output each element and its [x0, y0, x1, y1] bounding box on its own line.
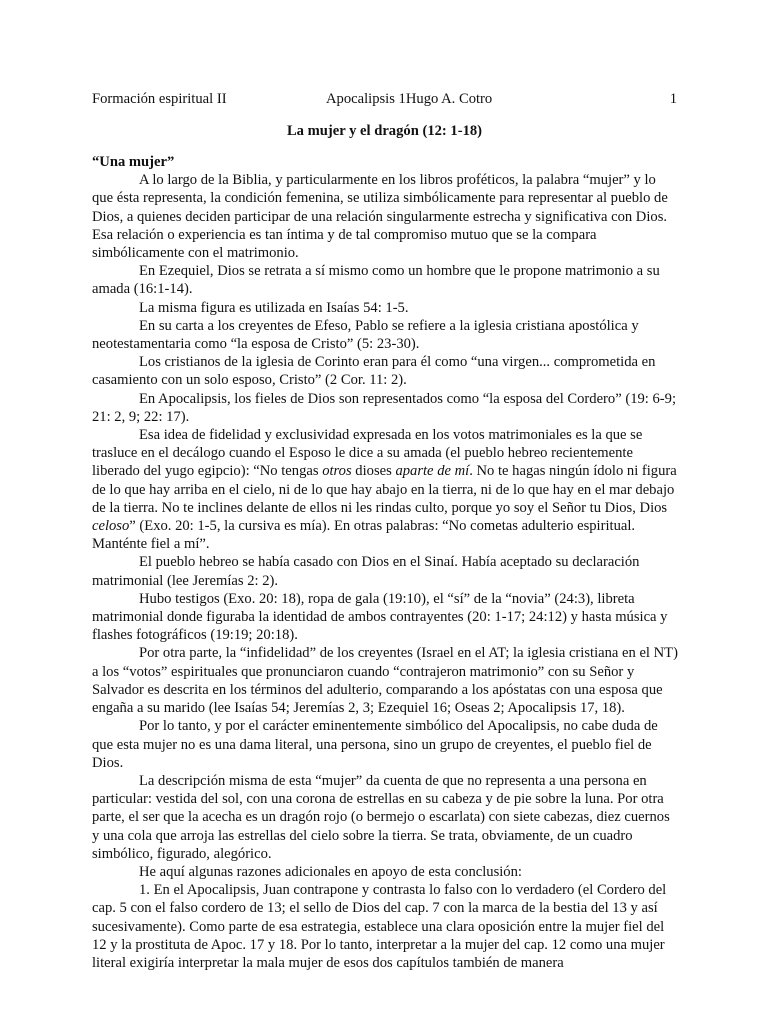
italic-run: aparte de mí	[395, 463, 470, 480]
paragraph	[92, 390, 680, 426]
italic-run: celoso	[92, 518, 130, 535]
text-run: dioses	[351, 463, 396, 480]
paragraph	[92, 717, 680, 772]
text-run: En Apocalipsis, los fieles de Dios son representados como “la esposa del Cordero” (19: 6-9; 21: 2, 9; 22: 17).	[92, 390, 677, 425]
text-run: He aquí algunas razones adicionales en apoyo de esta conclusión:	[139, 863, 522, 880]
header-author: Hugo A. Cotro	[405, 91, 493, 107]
paragraph	[92, 863, 680, 881]
paragraph	[92, 772, 680, 863]
text-run: Esa idea de fidelidad y exclusividad expresada en los votos matrimoniales es la que se trasluce en el decálogo cuando el Esposo le dice a su amada (el pueblo hebreo recientemente liberado del yugo egipcio): “No tengas	[92, 427, 643, 480]
paragraph	[92, 553, 680, 589]
text-run: En su carta a los creyentes de Efeso, Pablo se refiere a la iglesia cristiana apostólica y neotestamentaria como “la esposa de Cristo” (5: 23-30).	[92, 317, 639, 353]
paragraph	[92, 299, 680, 317]
paragraph	[92, 426, 680, 553]
paragraph	[92, 881, 680, 972]
paragraph	[92, 317, 680, 353]
paragraph	[92, 262, 680, 298]
text-run: 1. En el Apocalipsis, Juan contrapone y contrasta lo falso con lo verdadero (el Cordero del cap. 5 con el falso cordero de 13; el sello de Dios del cap. 7 con la marca de la bestia del 13 y así sucesivamente). Como parte de esa estrategia, establece una clara oposición entre la mujer fiel del 12 y la prostituta de Apoc. 17 y 18. Por lo tanto, interpretar a la mujer del cap. 12 como una mujer literal exigiría interpretar la mala mujer de esos dos capítulos también de manera	[92, 882, 667, 971]
italic-run: otros	[322, 463, 352, 480]
header-topic-author	[326, 89, 492, 109]
page-number: 1	[669, 91, 677, 107]
paragraph-list	[92, 171, 680, 972]
header-course: Formación espiritual II	[92, 91, 227, 107]
paragraph	[92, 171, 680, 262]
text-run: ” (Exo. 20: 1-5, la cursiva es mía). En otras palabras: “No cometas adulterio espiritual. Manténte fiel a mí”.	[92, 518, 636, 553]
header-topic: Apocalipsis 1	[326, 91, 406, 107]
text-run: En Ezequiel, Dios se retrata a sí mismo como un hombre que le propone matrimonio a su amada (16:1-14).	[92, 263, 660, 298]
text-run: Hubo testigos (Exo. 20: 18), ropa de gala (19:10), el “sí” de la “novia” (24:3), libreta matrimonial donde figuraba la identidad de ambos contrayentes (20: 1-17; 24:12) y hasta música y flashes fotográficos (19:19; 20:18).	[92, 590, 668, 644]
running-header	[92, 89, 677, 109]
paragraph	[92, 644, 680, 717]
text-run: Por otra parte, la “infidelidad” de los creyentes (Israel en el AT; la iglesia cristiana en el NT) a los “votos” espirituales que pronunciaron cuando “contrajeron matrimonio” con su Señor y Salvador es descrita en los términos del adulterio, comparando a los apóstatas con una esposa que engaña a su marido (lee Isaías 54; Jeremías 2, 3; Ezequiel 16; Oseas 2; Apocalipsis 17, 18).	[92, 645, 678, 717]
text-run: A lo largo de la Biblia, y particularmente en los libros proféticos, la palabra “mujer” y lo que ésta representa, la condición femenina, se utiliza simbólicamente para representar al pueblo de Dios, a quienes deciden participar de una relación singularmente estrecha y significativa con Dios. Esa relación o experiencia es tan íntima y de tal compromiso mutuo que se la compara simbólicamente con el matrimonio.	[92, 172, 668, 262]
text-run: La misma figura es utilizada en Isaías 54: 1-5.	[139, 299, 409, 316]
text-run: La descripción misma de esta “mujer” da cuenta de que no representa a una persona en particular: vestida del sol, con una corona de estrellas en su cabeza y de pie sobre la luna. Por otra parte, el ser que la acecha es un dragón rojo (o bermejo o escarlata) con siete cabezas, diez cuernos y una cola que arroja las estrellas del cielo sobre la tierra. Se trata, obviamente, de un cuadro simbólico, figurado, alegórico.	[92, 772, 670, 862]
page-title: La mujer y el dragón (12: 1-18)	[286, 123, 483, 139]
body-text	[92, 153, 680, 972]
section-subheading: “Una mujer”	[92, 154, 175, 170]
paragraph	[92, 353, 680, 389]
paragraph	[92, 590, 680, 645]
text-run: . No te hagas ningún ídolo ni figura de lo que hay arriba en el cielo, ni de lo que hay abajo en la tierra, ni de lo que hay en el mar debajo de la tierra. No te inclines delante de ellos ni les rindas culto, porque yo soy el Señor tu Dios, Dios	[92, 463, 677, 516]
text-run: El pueblo hebreo se había casado con Dios en el Sinaí. Había aceptado su declaración matrimonial (lee Jeremías 2: 2).	[92, 554, 640, 589]
text-run: Los cristianos de la iglesia de Corinto eran para él como “una virgen... comprometida en casamiento con un solo esposo, Cristo” (2 Cor. 11: 2).	[92, 354, 656, 389]
text-run: Por lo tanto, y por el carácter eminentemente simbólico del Apocalipsis, no cabe duda de que esta mujer no es una dama literal, una persona, sino un grupo de creyentes, el pueblo fiel de Dios.	[92, 718, 658, 771]
